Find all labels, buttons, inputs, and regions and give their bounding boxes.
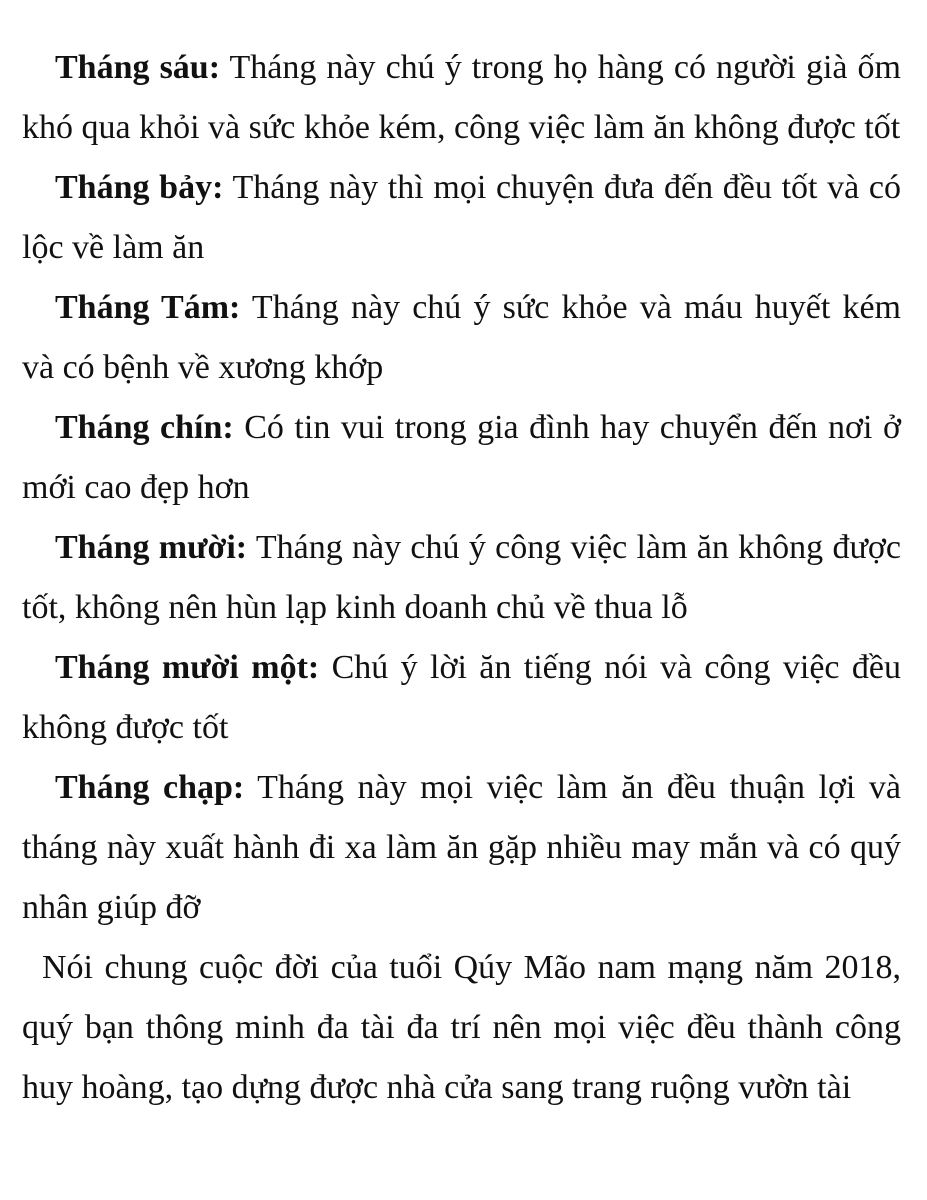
paragraph-thang-tam: [22, 278, 901, 398]
paragraph-label: Tháng chín:: [55, 409, 234, 446]
paragraph-text: Có tin vui trong gia đình hay chuyển đến nơi ở mới cao đẹp hơn: [22, 409, 901, 506]
paragraph-closing: Nói chung cuộc đời của tuổi Qúy Mão nam mạng năm 2018, quý bạn thông minh đa tài đa trí nên mọi việc đều thành công huy hoàng, tạo dựng được nhà cửa sang trang ruộng vườn tài: [22, 949, 901, 1106]
paragraph-label: Tháng bảy:: [55, 169, 224, 206]
paragraph-label: Tháng mười một:: [55, 649, 320, 686]
paragraph-thang-chap: [22, 758, 901, 938]
paragraph-thang-muoi: [22, 518, 901, 638]
paragraph-label: Tháng Tám:: [55, 289, 241, 326]
paragraph-text: Tháng này mọi việc làm ăn đều thuận lợi và tháng này xuất hành đi xa làm ăn gặp nhiều may mắn và có quý nhân giúp đỡ: [22, 769, 901, 926]
paragraph-thang-bay: [22, 158, 901, 278]
paragraph-text: Chú ý lời ăn tiếng nói và công việc đều không được tốt: [22, 649, 901, 746]
paragraph-label: Tháng sáu:: [55, 49, 221, 86]
paragraph-thang-muoi-mot: [22, 638, 901, 758]
paragraph-label: Tháng chạp:: [55, 769, 245, 806]
paragraph-text: Tháng này thì mọi chuyện đưa đến đều tốt và có lộc về làm ăn: [22, 169, 902, 266]
paragraph-text: Tháng này chú ý sức khỏe và máu huyết kém và có bệnh về xương khớp: [22, 289, 901, 386]
paragraph-text: Tháng này chú ý công việc làm ăn không được tốt, không nên hùn lạp kinh doanh chủ về thua lỗ: [22, 529, 901, 626]
paragraph-text: Tháng này chú ý trong họ hàng có người già ốm khó qua khỏi và sức khỏe kém, công việc làm ăn không được tốt: [22, 49, 901, 146]
paragraph-thang-sau: [22, 38, 901, 158]
paragraph-label: Tháng mười:: [55, 529, 248, 566]
paragraph-thang-chin: [22, 398, 901, 518]
